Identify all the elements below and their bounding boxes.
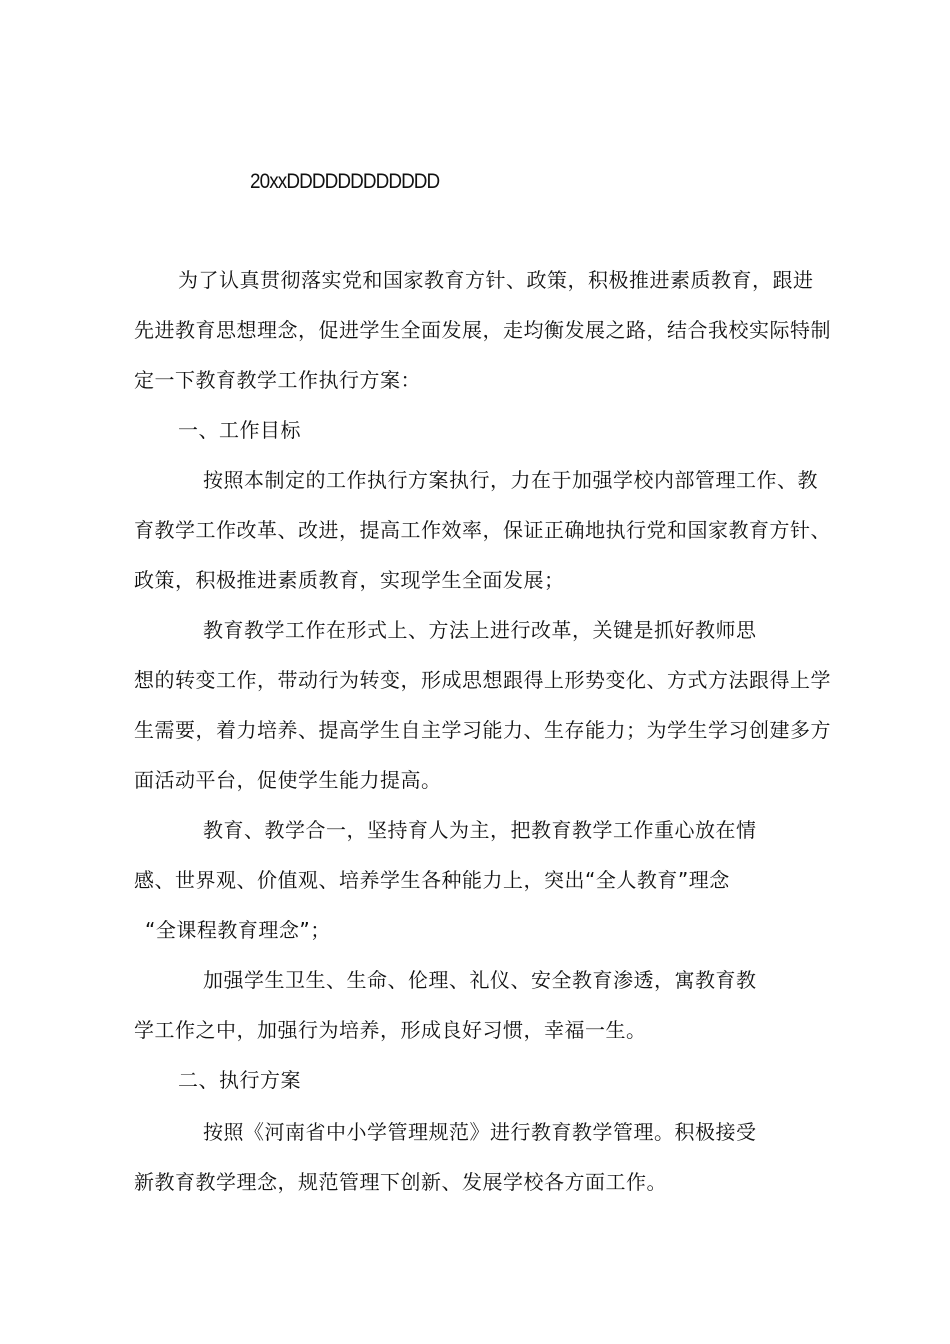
body-line: 政策，积极推进素质教育，实现学生全面发展； [134,568,565,592]
body-line: 面活动平台，促使学生能力提高。 [134,768,442,792]
section-heading: 二、执行方案 [178,1068,301,1092]
body-line: 生需要，着力培养、提高学生自主学习能力、生存能力；为学生学习创建多方 [134,718,831,742]
body-line: 先进教育思想理念，促进学生全面发展，走均衡发展之路，结合我校实际特制 [134,318,831,342]
body-line: 新教育教学理念，规范管理下创新、发展学校各方面工作。 [134,1170,667,1194]
body-line: 为了认真贯彻落实党和国家教育方针、政策，积极推进素质教育，跟进 [178,268,814,292]
body-line: “全课程教育理念”； [145,918,331,942]
body-line: 学工作之中，加强行为培养，形成良好习惯，幸福一生。 [134,1018,647,1042]
body-line: 想的转变工作，带动行为转变，形成思想跟得上形势变化、方式方法跟得上学 [134,668,831,692]
document-title: 20xxDDDDDDDDDDDD [250,170,440,193]
body-line: 按照本制定的工作执行方案执行，力在于加强学校内部管理工作、教 [203,468,818,492]
body-line: 加强学生卫生、生命、伦理、礼仪、安全教育渗透，寓教育教 [203,968,757,992]
body-line: 育教学工作改革、改进，提高工作效率，保证正确地执行党和国家教育方针、 [134,518,831,542]
body-line: 按照《河南省中小学管理规范》进行教育教学管理。积极接受 [203,1120,757,1144]
body-line: 感、世界观、价值观、培养学生各种能力上，突出“全人教育”理念 [134,868,730,892]
body-line: 定一下教育教学工作执行方案： [134,368,421,392]
body-line: 教育、教学合一，坚持育人为主，把教育教学工作重心放在情 [203,818,757,842]
body-line: 教育教学工作在形式上、方法上进行改革，关键是抓好教师思 [203,618,757,642]
section-heading: 一、工作目标 [178,418,301,442]
